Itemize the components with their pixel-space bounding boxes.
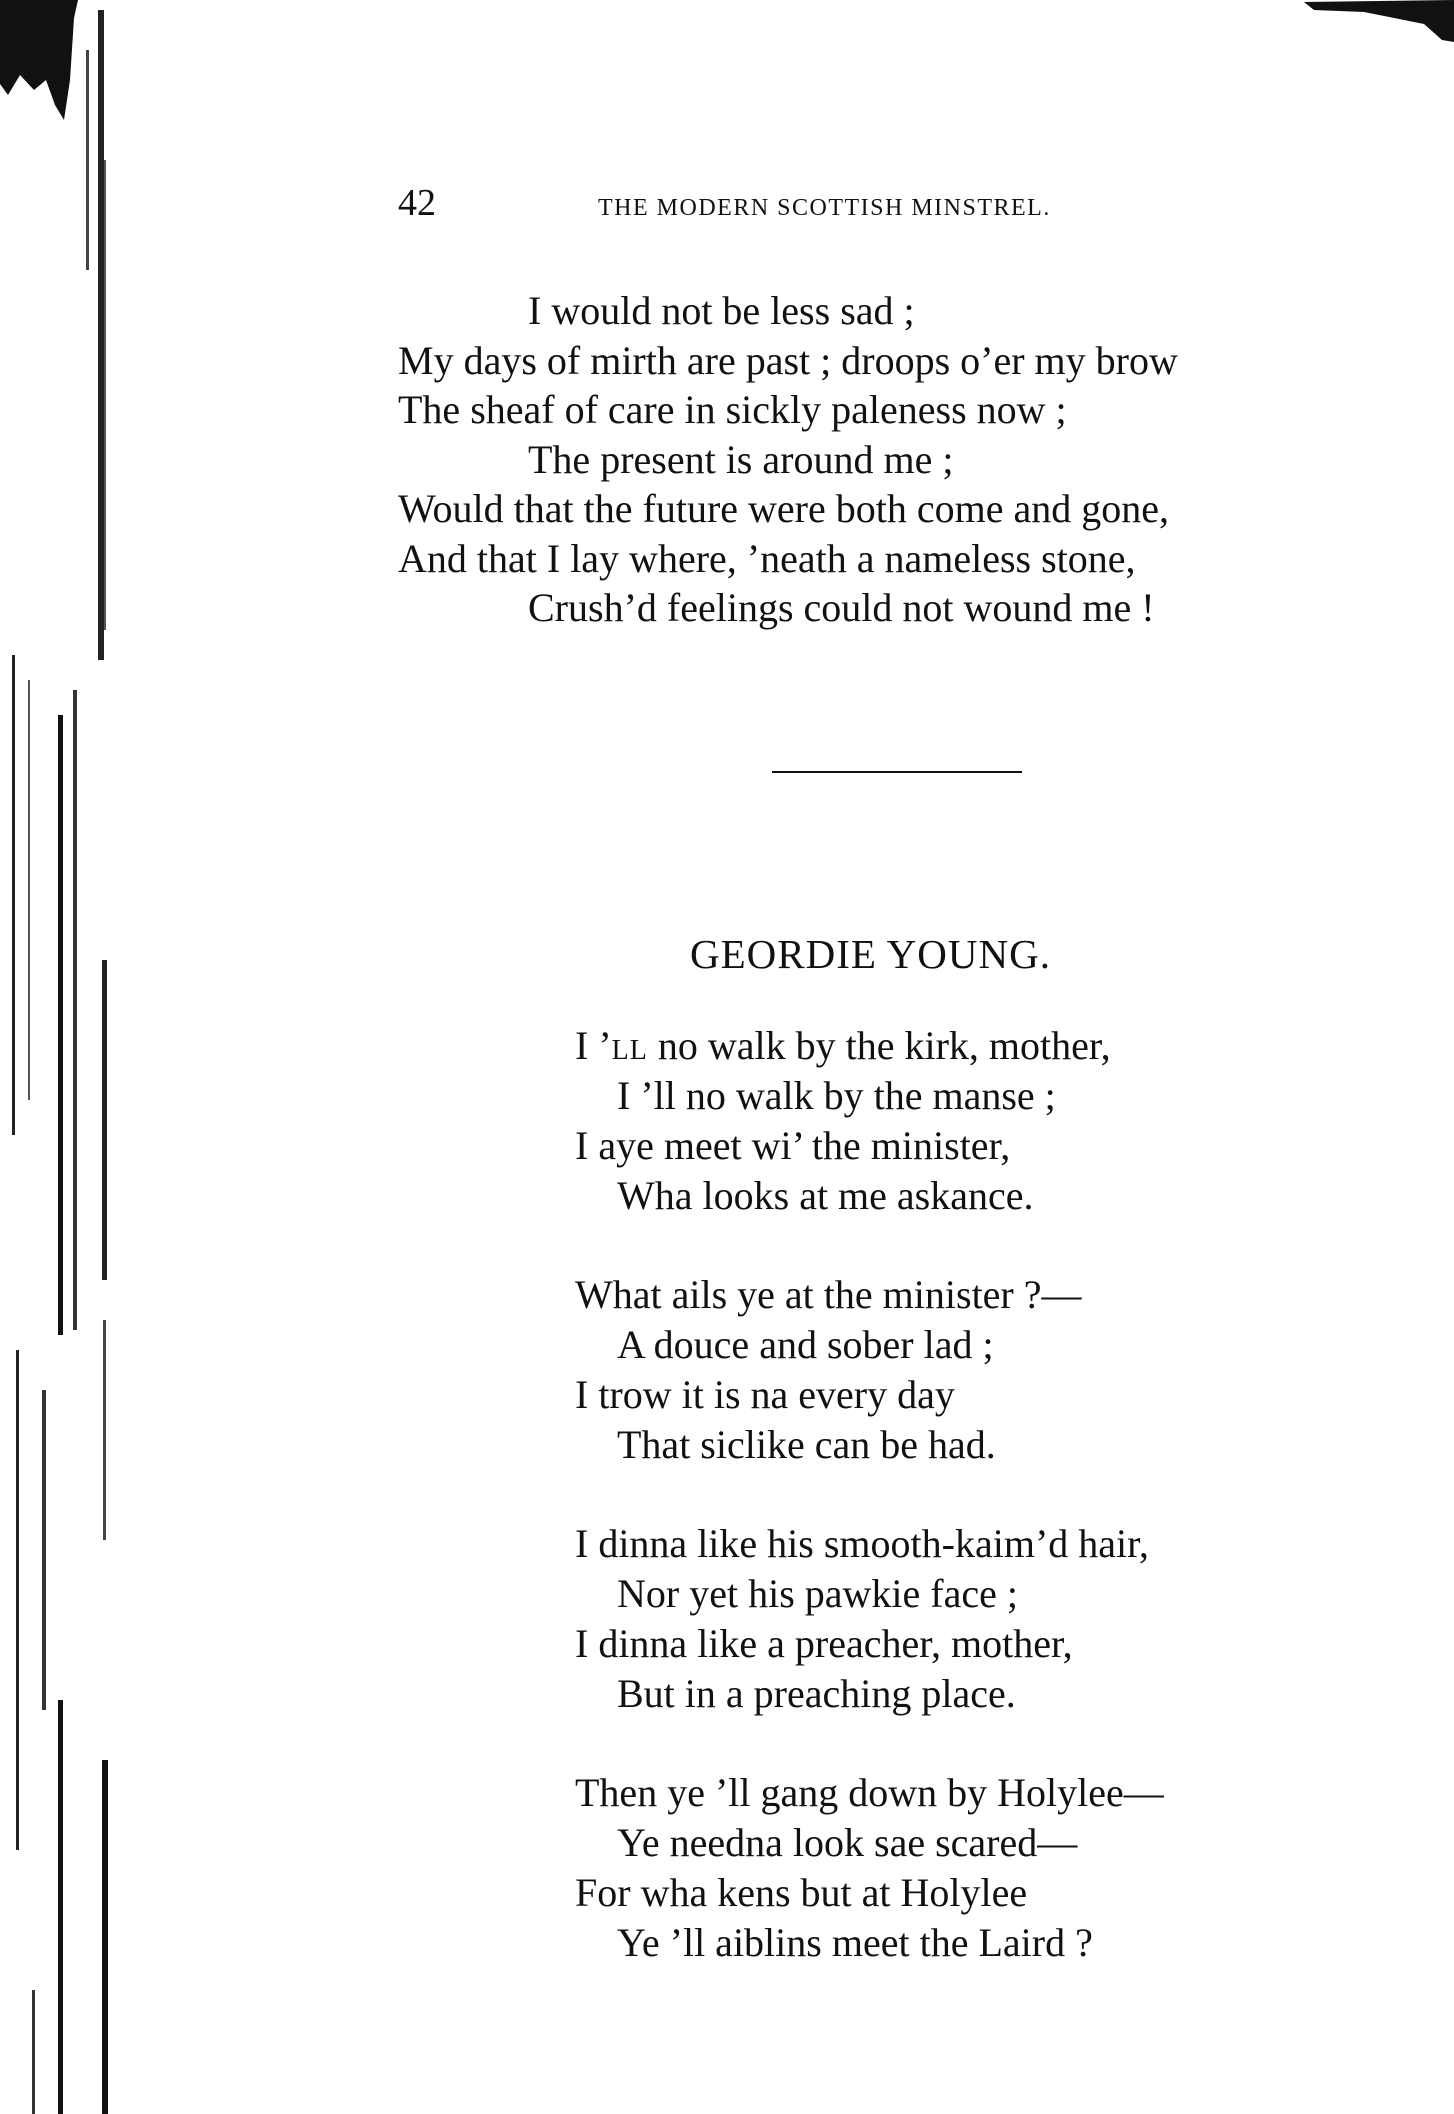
previous-poem-line: And that I lay where, ’neath a nameless stone, xyxy=(398,535,1136,581)
stanza-line xyxy=(575,1021,1275,1071)
stanza xyxy=(575,1768,1275,1968)
line-remainder: no walk by the kirk, mother, xyxy=(647,1023,1111,1068)
stanza xyxy=(575,1021,1275,1221)
page-number: 42 xyxy=(398,182,436,224)
stanza-line: For wha kens but at Holylee xyxy=(575,1870,1028,1915)
poem-body xyxy=(575,1021,1275,2017)
previous-poem-line: Crush’d feelings could not wound me ! xyxy=(528,585,1155,630)
stanza-line: But in a preaching place. xyxy=(617,1671,1016,1716)
stanza-line: Nor yet his pawkie face ; xyxy=(617,1571,1018,1616)
smallcaps-text: ll xyxy=(611,1023,648,1068)
stanza-line: Ye needna look sae scared— xyxy=(617,1820,1078,1865)
stanza-line: I dinna like his smooth-kaim’d hair, xyxy=(575,1521,1149,1566)
stanza-line: That siclike can be had. xyxy=(617,1422,996,1467)
dropcap-text: I ’ xyxy=(575,1023,612,1068)
stanza-line: I dinna like a preacher, mother, xyxy=(575,1621,1073,1666)
stanza-line: What ails ye at the minister ?— xyxy=(575,1272,1082,1317)
previous-poem-line: My days of mirth are past ; droops o’er my brow xyxy=(398,337,1178,383)
running-head xyxy=(398,184,1258,232)
previous-poem-line: Would that the future were both come and gone, xyxy=(398,486,1169,531)
poem-title: GEORDIE YOUNG. xyxy=(690,931,1051,977)
stanza-line: I aye meet wi’ the minister, xyxy=(575,1123,1011,1168)
stanza-line: I ’ll no walk by the manse ; xyxy=(617,1073,1056,1118)
stanza xyxy=(575,1270,1275,1470)
section-divider xyxy=(772,771,1022,773)
previous-poem-line: The sheaf of care in sickly paleness now ; xyxy=(398,387,1067,432)
scan-corner-mark xyxy=(1304,0,1454,42)
stanza-line: Ye ’ll aiblins meet the Laird ? xyxy=(617,1920,1093,1965)
previous-poem-line: I would not be less sad ; xyxy=(528,288,915,333)
running-title: THE MODERN SCOTTISH MINSTREL. xyxy=(598,195,1051,221)
stanza-line: Then ye ’ll gang down by Holylee— xyxy=(575,1770,1164,1815)
previous-poem-line: The present is around me ; xyxy=(528,436,954,482)
stanza-line: Wha looks at me askance. xyxy=(617,1173,1034,1218)
scan-binding-edge xyxy=(0,0,130,2114)
previous-poem-text xyxy=(398,286,1298,633)
stanza-line: A douce and sober lad ; xyxy=(617,1322,994,1367)
stanza xyxy=(575,1519,1275,1719)
stanza-line: I trow it is na every day xyxy=(575,1372,955,1417)
